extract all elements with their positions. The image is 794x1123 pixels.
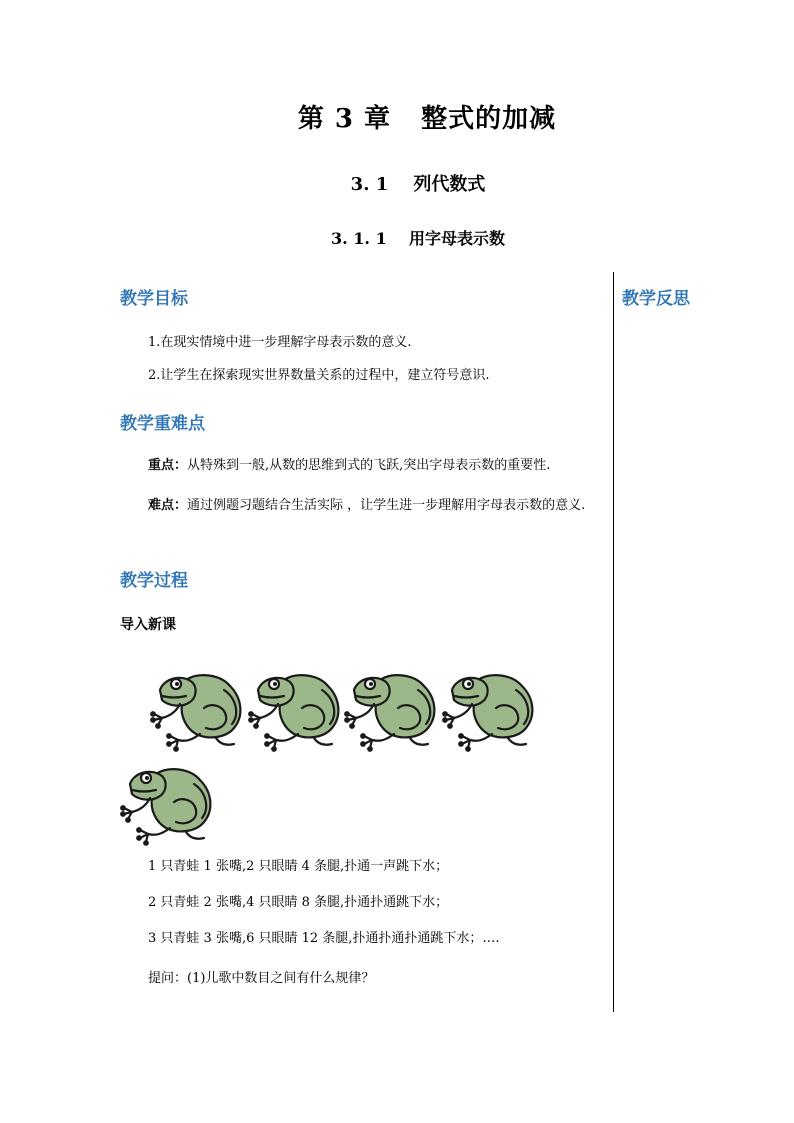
objectives-heading: 教学目标 <box>120 289 188 309</box>
key-point-text: 从特殊到一般,从数的思维到式的飞跃,突出字母表示数的重要性. <box>187 458 551 473</box>
section-title: 3. 1 列代数式 <box>350 174 486 195</box>
key-points-heading: 教学重难点 <box>120 414 205 434</box>
intro-heading: 导入新课 <box>120 617 176 633</box>
difficult-point-label: 难点： <box>148 498 188 513</box>
rhyme-line-1: 1 只青蛙 1 张嘴,2 只眼睛 4 条腿,扑通一声跳下水； <box>148 859 449 874</box>
chapter-title: 第 3 章 整式的加减 <box>297 104 557 134</box>
objective-item-2: 2.让学生在探索现实世界数量关系的过程中，建立符号意识. <box>148 368 490 383</box>
key-point-label: 重点： <box>148 458 188 473</box>
frog-icon <box>116 762 220 846</box>
process-heading: 教学过程 <box>120 571 188 591</box>
frog-icon <box>244 668 348 752</box>
objective-item-1: 1.在现实情境中进一步理解字母表示数的意义. <box>148 335 412 350</box>
frog-icon <box>438 668 542 752</box>
subsection-title: 3. 1. 1 用字母表示数 <box>331 229 505 248</box>
column-divider <box>613 272 614 1012</box>
frog-icon <box>146 668 250 752</box>
rhyme-line-2: 2 只青蛙 2 张嘴,4 只眼睛 8 条腿,扑通扑通跳下水； <box>148 895 449 910</box>
frog-icon <box>340 668 444 752</box>
rhyme-line-3: 3 只青蛙 3 张嘴,6 只眼睛 12 条腿,扑通扑通扑通跳下水；…. <box>148 931 500 946</box>
question-text: 提问：(1)儿歌中数目之间有什么规律？ <box>148 971 375 986</box>
reflection-heading: 教学反思 <box>622 289 690 309</box>
difficult-point-text: 通过例题习题结合生活实际 ，让学生进一步理解用字母表示数的意义. <box>187 498 586 513</box>
key-point-paragraph <box>120 451 608 480</box>
difficult-point-paragraph <box>120 491 608 520</box>
